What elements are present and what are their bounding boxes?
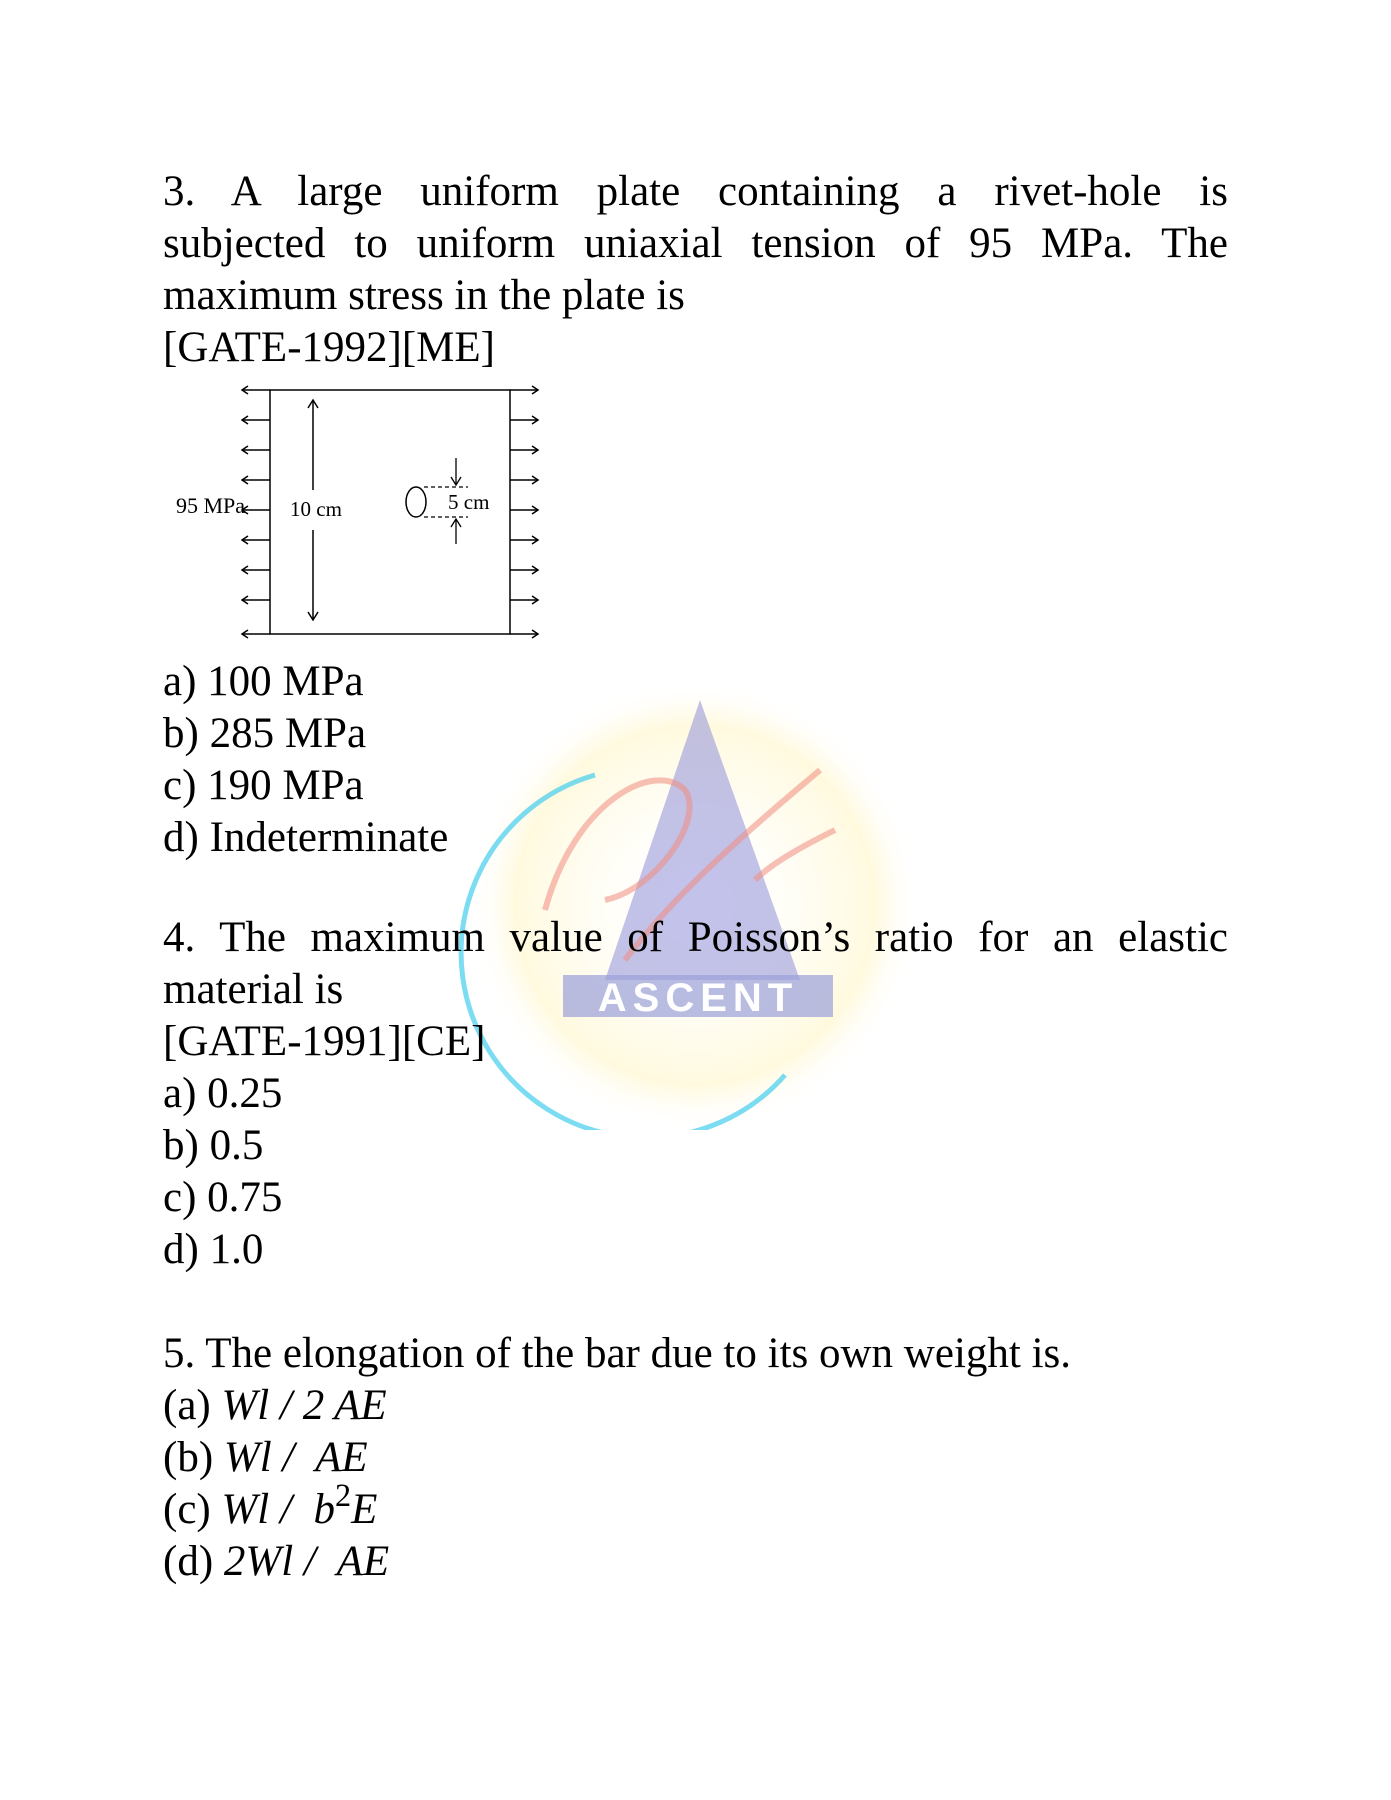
q5-option-d-label: (d): [163, 1538, 214, 1585]
q4-option-a[interactable]: a) 0.25: [163, 1070, 283, 1117]
q3-options: [163, 656, 448, 864]
q4-stem-line-1: 4. The maximum value of Poisson’s ratio for an elastic: [163, 914, 1228, 961]
q5-option-a[interactable]: [163, 1380, 1228, 1432]
q4-exam-tag: [GATE-1991][CE]: [163, 1018, 486, 1065]
q3-option-c[interactable]: c) 190 MPa: [163, 762, 364, 809]
q5-option-d-expr: 2Wl / AE: [223, 1538, 390, 1585]
rivet-hole: [406, 487, 426, 517]
q5-option-d[interactable]: [163, 1536, 1228, 1588]
q3-option-a[interactable]: a) 100 MPa: [163, 658, 364, 705]
question-5: [163, 1328, 1228, 1588]
stress-label: 95 MPa: [176, 493, 246, 518]
question-4: [163, 912, 1228, 1276]
q4-option-c[interactable]: c) 0.75: [163, 1174, 283, 1221]
q5-option-b[interactable]: [163, 1432, 1228, 1484]
q3-exam-tag: [GATE-1992][ME]: [163, 324, 495, 371]
q3-option-b[interactable]: b) 285 MPa: [163, 710, 367, 757]
q5-option-c[interactable]: [163, 1477, 1228, 1536]
q5-stem: 5. The elongation of the bar due to its own weight is.: [163, 1330, 1072, 1377]
plate-with-rivet-hole-diagram: [168, 378, 558, 648]
q5-option-b-label: (b): [163, 1434, 214, 1481]
q5-option-b-expr: Wl / AE: [223, 1434, 368, 1481]
watermark-text: ASCENT: [597, 976, 799, 1020]
q5-option-a-label: (a): [163, 1382, 211, 1429]
q3-stem-line-1: 3. A large uniform plate containing a rivet-hole is: [163, 168, 1228, 215]
height-label: 10 cm: [290, 497, 342, 521]
right-tension-arrows: [510, 386, 538, 638]
q3-stem-line-3: maximum stress in the plate is: [163, 272, 685, 319]
q5-option-c-label: (c): [163, 1486, 211, 1533]
q3-option-d[interactable]: d) Indeterminate: [163, 814, 449, 861]
question-3: [163, 166, 1228, 374]
q4-option-d[interactable]: d) 1.0: [163, 1226, 264, 1273]
q5-option-a-expr: Wl / 2 AE: [221, 1382, 387, 1429]
q4-option-b[interactable]: b) 0.5: [163, 1122, 264, 1169]
q5-option-c-expr-pre: Wl / b: [221, 1486, 335, 1533]
hole-size-label: 5 cm: [448, 490, 490, 514]
q5-option-c-expr-post: E: [351, 1486, 378, 1533]
q4-stem-line-2: material is: [163, 966, 344, 1013]
q5-option-c-exponent: 2: [334, 1477, 352, 1514]
left-tension-arrows: [242, 386, 270, 638]
q3-stem-line-2: subjected to uniform uniaxial tension of 95 MPa. The: [163, 220, 1228, 267]
